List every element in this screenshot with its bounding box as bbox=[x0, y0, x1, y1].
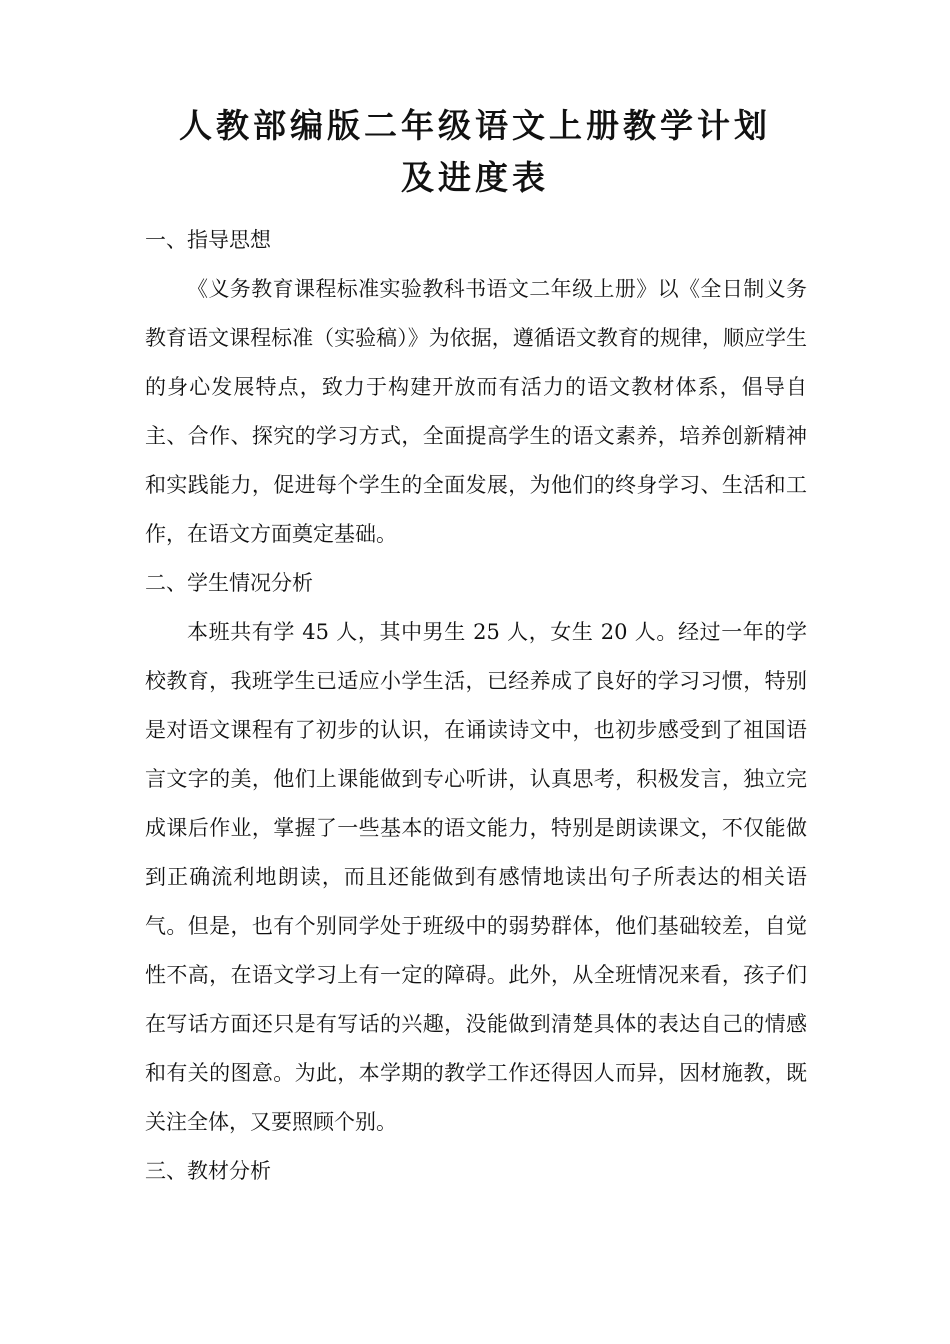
section-paragraph-student-analysis: 本班共有学 45 人，其中男生 25 人，女生 20 人。经过一年的学校教育，我班学生已适应小学生活，已经养成了良好的学习习惯，特别是对语文课程有了初步的认识，在诵读诗文中，也初步感受到了祖国语言文字的美，他们上课能做到专心听讲，认真思考，积极发言，独立完成课后作业，掌握了一些基本的语文能力，特别是朗读课文，不仅能做到正确流利地朗读，而且还能做到有感情地读出句子所表达的相关语气。但是，也有个别同学处于班级中的弱势群体，他们基础较差，自觉性不高，在语文学习上有一定的障碍。此外，从全班情况来看，孩子们在写话方面还只是有写话的兴趣，没能做到清楚具体的表达自己的情感和有关的图意。为此，本学期的教学工作还得因人而异，因材施教，既关注全体，又要照顾个别。 bbox=[145, 620, 807, 1134]
document-title bbox=[0, 100, 950, 204]
document-body bbox=[145, 216, 807, 1196]
title-line-1: 人教部编版二年级语文上册教学计划 bbox=[179, 106, 771, 145]
section-heading-textbook-analysis: 三、教材分析 bbox=[145, 1159, 271, 1183]
section-heading-student-analysis: 二、学生情况分析 bbox=[145, 571, 313, 595]
section-paragraph-guiding-ideology: 《义务教育课程标准实验教科书语文二年级上册》以《全日制义务教育语文课程标准（实验稿）》为依据，遵循语文教育的规律，顺应学生的身心发展特点，致力于构建开放而有活力的语文教材体系，倡导自主、合作、探究的学习方式，全面提高学生的语文素养，培养创新精神和实践能力，促进每个学生的全面发展，为他们的终身学习、生活和工作，在语文方面奠定基础。 bbox=[145, 277, 807, 546]
section-heading-guiding-ideology: 一、指导思想 bbox=[145, 228, 271, 252]
title-line-2: 及进度表 bbox=[401, 158, 549, 197]
